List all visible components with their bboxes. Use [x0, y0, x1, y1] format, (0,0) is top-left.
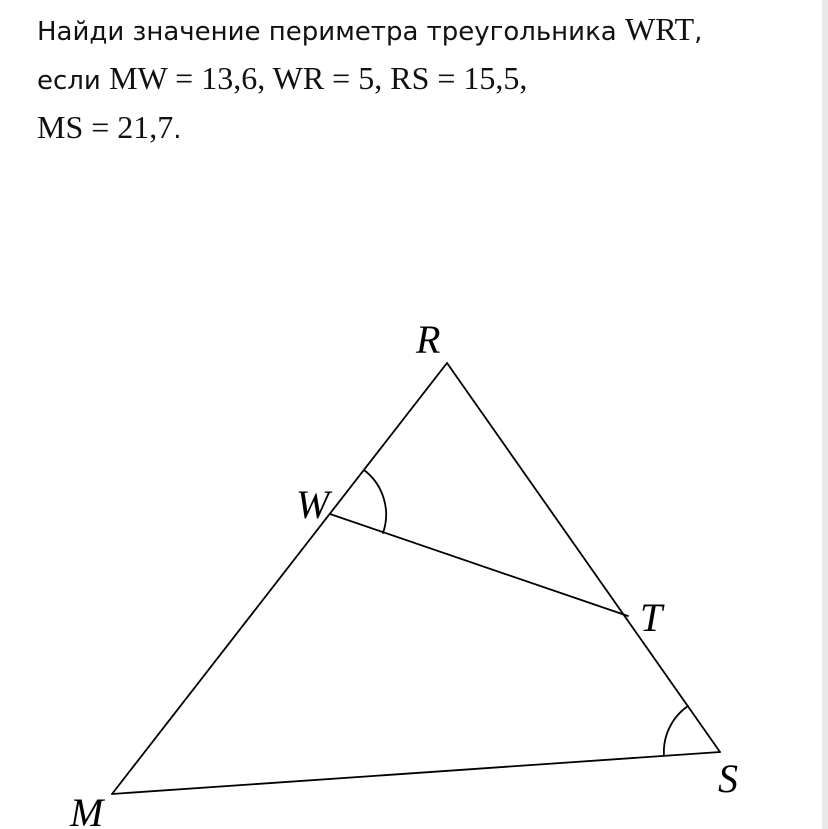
label-m: M: [70, 790, 104, 829]
problem-text-1: Найди значение периметра треугольника: [37, 17, 625, 47]
angle-mark-s: [664, 706, 688, 756]
problem-period: .: [173, 115, 182, 145]
side-mr: [112, 363, 447, 794]
segment-wt: [330, 514, 628, 616]
problem-text-2: если: [37, 66, 110, 96]
label-s: S: [718, 756, 738, 801]
side-rs: [447, 363, 720, 752]
problem-comma: ,: [694, 17, 703, 47]
given-lengths-1: MW = 13,6, WR = 5, RS = 15,5,: [109, 60, 528, 96]
label-w: W: [296, 482, 330, 527]
label-t: T: [640, 595, 663, 640]
label-r: R: [416, 317, 441, 362]
triangle-name: WRT: [624, 11, 695, 47]
side-ms: [112, 752, 720, 794]
angle-mark-w: [364, 470, 386, 533]
given-lengths-2: MS = 21,7: [37, 109, 174, 145]
